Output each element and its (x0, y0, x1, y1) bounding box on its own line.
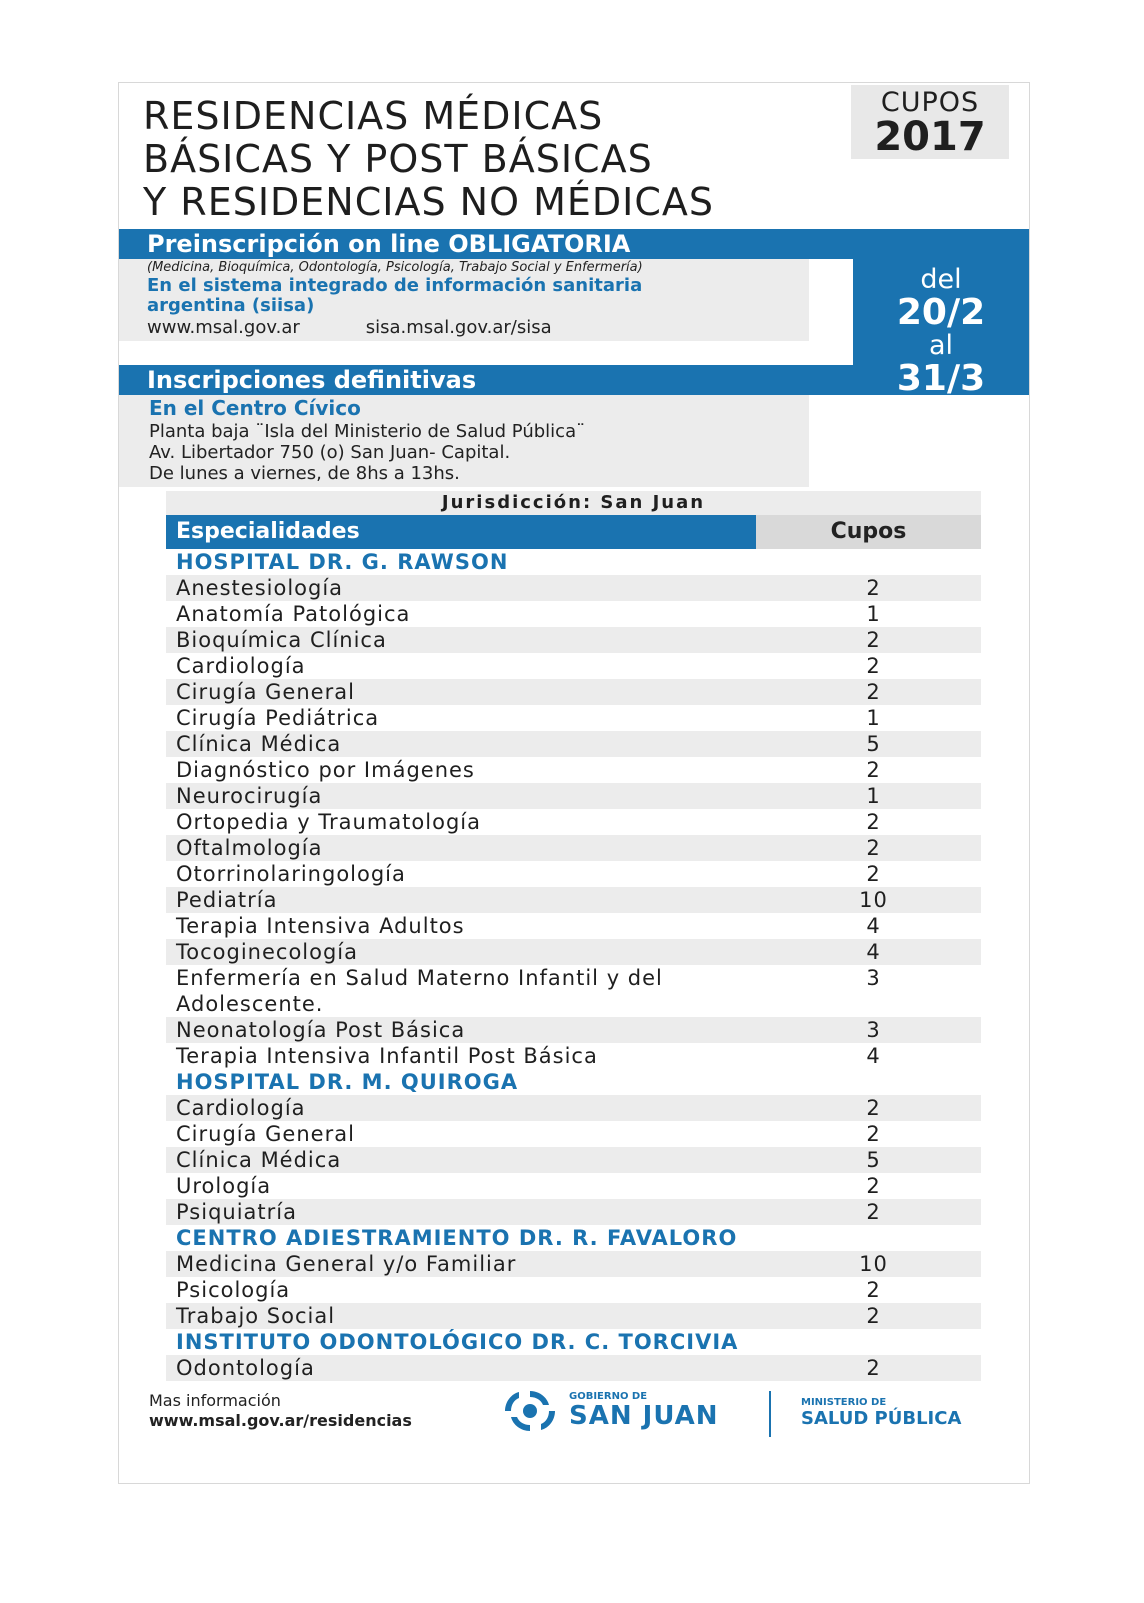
more-info (149, 1391, 412, 1431)
specialty-name: Cardiología (176, 654, 306, 678)
more-info-label: Mas información (149, 1391, 281, 1410)
table-row (166, 783, 981, 809)
table-row (166, 887, 981, 913)
specialty-cupos: 3 (866, 966, 881, 990)
table-row (166, 1355, 981, 1381)
specialty-name: Cardiología (176, 1096, 306, 1120)
table-row (166, 939, 981, 965)
definitivas-place: En el Centro Cívico (149, 396, 361, 420)
specialty-name: Otorrinolaringología (176, 862, 406, 886)
salud-publica-label: SALUD PÚBLICA (801, 1408, 962, 1429)
date-range-badge (853, 229, 1029, 422)
specialty-cupos: 5 (866, 732, 881, 756)
table-row (166, 1173, 981, 1199)
specialty-cupos: 5 (866, 1148, 881, 1172)
table-row (166, 627, 981, 653)
preinscripcion-info (119, 259, 809, 341)
cupos-label: CUPOS (880, 87, 980, 118)
system-line-1: En el sistema integrado de información sanitaria (147, 275, 643, 296)
specialty-cupos: 2 (866, 654, 881, 678)
hospital-header: INSTITUTO ODONTOLÓGICO DR. C. TORCIVIA (176, 1330, 739, 1354)
specialty-name: Bioquímica Clínica (176, 628, 387, 652)
date-del: del (920, 264, 962, 295)
specialty-name: Anestesiología (176, 576, 344, 600)
specialty-cupos: 1 (866, 602, 881, 626)
specialty-cupos: 2 (866, 628, 881, 652)
title-line-1: RESIDENCIAS MÉDICAS (143, 94, 604, 138)
table-row (166, 1043, 981, 1069)
definitivas-band: Inscripciones definitivas (119, 365, 853, 395)
poster-title (143, 95, 823, 224)
table-row (166, 575, 981, 601)
jurisdiccion-header: Jurisdicción: San Juan (166, 491, 981, 515)
specialty-name: Clínica Médica (176, 1148, 342, 1172)
specialty-cupos: 4 (866, 940, 881, 964)
specialty-cupos: 2 (866, 1200, 881, 1224)
specialty-cupos: 2 (866, 576, 881, 600)
specialty-cupos: 2 (866, 680, 881, 704)
table-row (166, 1121, 981, 1147)
table-row (166, 835, 981, 861)
specialty-name: Tocoginecología (176, 940, 359, 964)
specialty-cupos: 2 (866, 836, 881, 860)
specialty-name: Terapia Intensiva Adultos (176, 914, 465, 938)
hospital-header: HOSPITAL DR. M. QUIROGA (176, 1070, 519, 1094)
specialties-table (166, 491, 981, 1381)
specialty-name: Pediatría (176, 888, 278, 912)
table-row (166, 679, 981, 705)
specialty-name: Neonatología Post Básica (176, 1018, 466, 1042)
specialty-cupos: 2 (866, 1304, 881, 1328)
col-cupos: Cupos (756, 515, 981, 549)
preinscripcion-urls (147, 316, 809, 340)
specialty-name: Odontología (176, 1356, 315, 1380)
table-row (166, 861, 981, 887)
specialty-name: Diagnóstico por Imágenes (176, 758, 475, 782)
date-al: al (928, 330, 954, 361)
specialty-cupos: 3 (866, 1018, 881, 1042)
table-row (166, 1095, 981, 1121)
table-row (166, 1303, 981, 1329)
gobierno-san-juan-logo (499, 1387, 749, 1437)
table-row (166, 809, 981, 835)
table-row (166, 705, 981, 731)
specialty-cupos: 4 (866, 914, 881, 938)
definitivas-line-3: De lunes a viernes, de 8hs a 13hs. (149, 463, 460, 484)
specialty-name: Medicina General y/o Familiar (176, 1252, 517, 1276)
specialty-name: Cirugía General (176, 1122, 355, 1146)
specialty-name: Urología (176, 1174, 272, 1198)
specialty-name: Neurocirugía (176, 784, 323, 808)
ministerio-de-label: MINISTERIO DE (801, 1397, 887, 1408)
specialty-name: Trabajo Social (176, 1304, 336, 1328)
specialty-name: Psiquiatría (176, 1200, 297, 1224)
table-row (166, 1251, 981, 1277)
footer (119, 1383, 1029, 1453)
specialty-cupos: 1 (866, 784, 881, 808)
table-row (166, 757, 981, 783)
logo-divider (769, 1391, 771, 1437)
table-row (166, 731, 981, 757)
cupos-year-badge (851, 85, 1009, 159)
hospital-header: HOSPITAL DR. G. RAWSON (176, 550, 509, 574)
cupos-year: 2017 (874, 114, 986, 160)
specialty-cupos: 2 (866, 1122, 881, 1146)
url-msal[interactable]: www.msal.gov.ar (147, 317, 300, 338)
preinscripcion-band: Preinscripción on line OBLIGATORIA (119, 229, 1029, 259)
specialty-name: Oftalmología (176, 836, 323, 860)
date-start: 20/2 (896, 292, 986, 333)
specialty-name: Cirugía General (176, 680, 355, 704)
system-line-2: argentina (siisa) (147, 295, 315, 316)
specialty-name: Psicología (176, 1278, 291, 1302)
specialty-cupos: 2 (866, 810, 881, 834)
more-info-url[interactable]: www.msal.gov.ar/residencias (149, 1411, 412, 1430)
url-sisa[interactable]: sisa.msal.gov.ar/sisa (365, 317, 552, 338)
specialty-cupos: 10 (859, 888, 888, 912)
table-row (166, 1277, 981, 1303)
gobierno-de-label: GOBIERNO DE (569, 1391, 648, 1402)
table-body (166, 549, 981, 1381)
specialty-cupos: 2 (866, 862, 881, 886)
table-row (166, 1147, 981, 1173)
specialty-cupos: 1 (866, 706, 881, 730)
definitivas-line-2: Av. Libertador 750 (o) San Juan- Capital. (149, 442, 511, 463)
definitivas-line-1: Planta baja ¨Isla del Ministerio de Salud Pública¨ (149, 421, 586, 442)
specialty-cupos: 10 (859, 1252, 888, 1276)
date-end: 31/3 (896, 358, 986, 399)
table-row (166, 601, 981, 627)
table-row (166, 1017, 981, 1043)
specialty-name: Clínica Médica (176, 732, 342, 756)
san-juan-label: SAN JUAN (569, 1401, 719, 1431)
san-juan-swirl-icon (499, 1387, 561, 1435)
specialty-name: Cirugía Pediátrica (176, 706, 380, 730)
table-row (166, 1199, 981, 1225)
hospital-header: CENTRO ADIESTRAMIENTO DR. R. FAVALORO (176, 1226, 738, 1250)
specialty-name: Enfermería en Salud Materno Infantil y del Adolescente. (176, 966, 663, 1016)
definitivas-info (119, 395, 809, 487)
table-row (166, 965, 981, 1017)
specialty-cupos: 2 (866, 758, 881, 782)
poster-card (118, 82, 1030, 1484)
col-especialidades: Especialidades (166, 515, 756, 549)
specialty-cupos: 2 (866, 1174, 881, 1198)
table-row (166, 913, 981, 939)
title-line-3: Y RESIDENCIAS NO MÉDICAS (143, 180, 714, 224)
title-line-2: BÁSICAS Y POST BÁSICAS (143, 137, 653, 181)
disciplines-list: (Medicina, Bioquímica, Odontología, Psicología, Trabajo Social y Enfermería) (147, 260, 643, 275)
specialty-cupos: 4 (866, 1044, 881, 1068)
table-header (166, 515, 981, 549)
table-row (166, 653, 981, 679)
date-year: de 2017 (895, 397, 987, 422)
specialty-cupos: 2 (866, 1096, 881, 1120)
specialty-name: Terapia Intensiva Infantil Post Básica (176, 1044, 598, 1068)
ministerio-salud-logo (801, 1397, 961, 1429)
specialty-cupos: 2 (866, 1356, 881, 1380)
specialty-cupos: 2 (866, 1278, 881, 1302)
specialty-name: Anatomía Patológica (176, 602, 411, 626)
specialty-name: Ortopedia y Traumatología (176, 810, 481, 834)
